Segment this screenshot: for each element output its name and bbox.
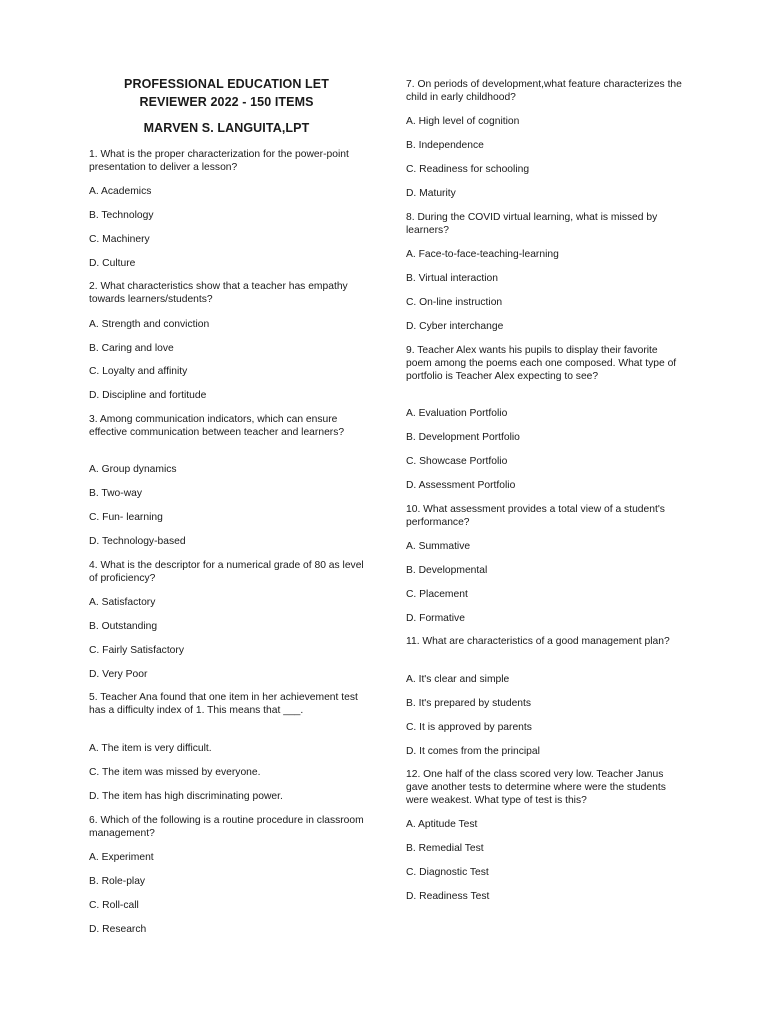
answer-option: C. The item was missed by everyone. <box>89 767 261 778</box>
question-text: 2. What characteristics show that a teacher has empathy towards learners/students? <box>89 281 348 305</box>
author-name: MARVEN S. LANGUITA,LPT <box>143 121 310 135</box>
answer-option: C. Fairly Satisfactory <box>89 645 184 656</box>
answer-option: A. Strength and conviction <box>89 319 210 330</box>
answer-option: A. Summative <box>406 541 471 552</box>
answer-option: B. It's prepared by students <box>406 698 532 709</box>
answer-option: B. Virtual interaction <box>406 273 498 284</box>
answer-option: D. Maturity <box>406 188 456 199</box>
answer-option: B. Technology <box>89 210 154 221</box>
answer-option: B. Remedial Test <box>406 843 484 854</box>
question-text: 7. On periods of development,what feature characterizes the child in early childhood? <box>406 79 682 103</box>
answer-option: A. Evaluation Portfolio <box>406 408 508 419</box>
answer-option: A. It's clear and simple <box>406 674 510 685</box>
answer-option: B. Role-play <box>89 876 146 887</box>
answer-option: A. The item is very difficult. <box>89 743 212 754</box>
question-text: 8. During the COVID virtual learning, what is missed by learners? <box>406 212 658 236</box>
title-line-1: PROFESSIONAL EDUCATION LET <box>124 77 329 91</box>
answer-option: B. Independence <box>406 140 484 151</box>
answer-option: C. Roll-call <box>89 900 139 911</box>
question-text: 11. What are characteristics of a good management plan? <box>406 636 670 647</box>
document-title <box>89 76 364 111</box>
answer-option: A. Experiment <box>89 852 154 863</box>
answer-option: B. Developmental <box>406 565 488 576</box>
answer-option: C. Showcase Portfolio <box>406 456 508 467</box>
question-text: 12. One half of the class scored very low. Teacher Janus gave another tests to determine where were the students were weakest. What type of test is this? <box>406 769 666 806</box>
answer-option: B. Two-way <box>89 488 143 499</box>
answer-option: C. Loyalty and affinity <box>89 366 188 377</box>
answer-option: A. Group dynamics <box>89 464 177 475</box>
question-text: 10. What assessment provides a total view of a student's performance? <box>406 504 665 528</box>
answer-option: D. Culture <box>89 258 136 269</box>
question-text: 3. Among communication indicators, which can ensure effective communication between teacher and learners? <box>89 414 345 438</box>
answer-option: D. Readiness Test <box>406 891 490 902</box>
answer-option: D. Very Poor <box>89 669 148 680</box>
answer-option: A. Aptitude Test <box>406 819 478 830</box>
answer-option: A. Face-to-face-teaching-learning <box>406 249 559 260</box>
answer-option: B. Outstanding <box>89 621 158 632</box>
question-text: 9. Teacher Alex wants his pupils to display their favorite poem among the poems each one composed. What type of portfolio is Teacher Alex expecting to see? <box>406 345 677 382</box>
answer-option: D. Formative <box>406 613 465 624</box>
answer-option: D. Discipline and fortitude <box>89 390 207 401</box>
answer-option: D. Assessment Portfolio <box>406 480 516 491</box>
question-text: 4. What is the descriptor for a numerical grade of 80 as level of proficiency? <box>89 560 364 584</box>
answer-option: A. Satisfactory <box>89 597 156 608</box>
answer-option: A. Academics <box>89 186 152 197</box>
answer-option: D. Cyber interchange <box>406 321 504 332</box>
question-text: 5. Teacher Ana found that one item in her achievement test has a difficulty index of 1. This means that ___. <box>89 692 358 716</box>
answer-option: D. It comes from the principal <box>406 746 540 757</box>
answer-option: D. The item has high discriminating power. <box>89 791 283 802</box>
answer-option: C. Readiness for schooling <box>406 164 530 175</box>
answer-option: C. On-line instruction <box>406 297 503 308</box>
question-text: 1. What is the proper characterization for the power-point presentation to deliver a lesson? <box>89 149 349 173</box>
answer-option: D. Research <box>89 924 147 935</box>
answer-option: C. Fun- learning <box>89 512 163 523</box>
answer-option: B. Development Portfolio <box>406 432 520 443</box>
answer-option: C. It is approved by parents <box>406 722 532 733</box>
answer-option: B. Caring and love <box>89 343 174 354</box>
answer-option: C. Placement <box>406 589 468 600</box>
question-text: 6. Which of the following is a routine procedure in classroom management? <box>89 815 364 839</box>
answer-option: A. High level of cognition <box>406 116 520 127</box>
answer-option: C. Diagnostic Test <box>406 867 489 878</box>
title-line-2: REVIEWER 2022 - 150 ITEMS <box>139 94 314 109</box>
answer-option: D. Technology-based <box>89 536 186 547</box>
answer-option: C. Machinery <box>89 234 150 245</box>
